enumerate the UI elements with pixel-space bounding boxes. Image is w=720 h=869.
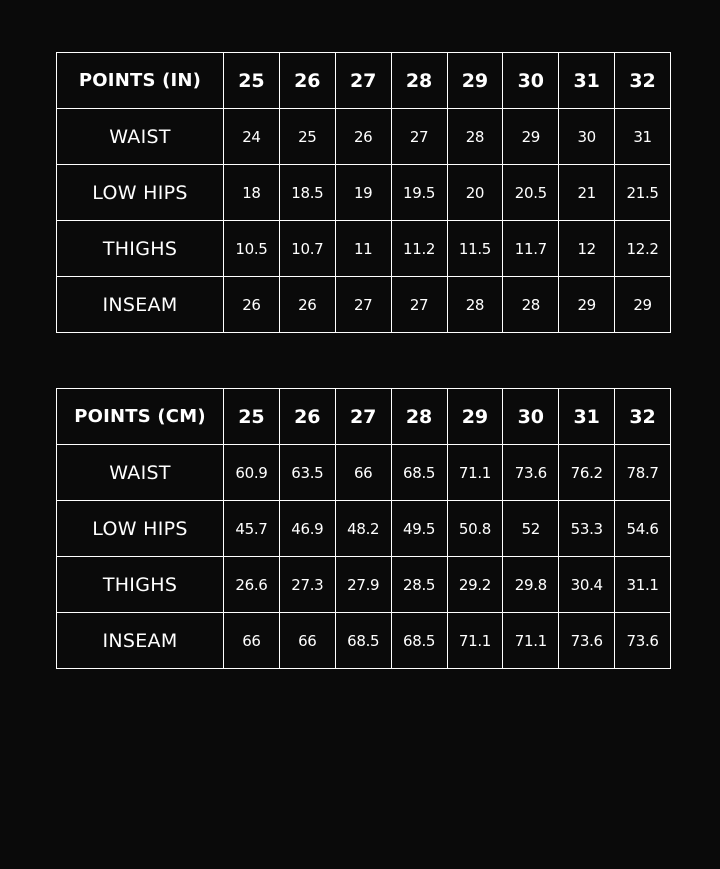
measurement-cell: 63.5	[279, 445, 335, 501]
measurement-cell: 11.7	[503, 221, 559, 277]
table-row	[57, 501, 671, 557]
measurement-cell: 10.7	[279, 221, 335, 277]
header-row	[57, 389, 671, 445]
measurement-cell: 11	[335, 221, 391, 277]
measurement-cell: 48.2	[335, 501, 391, 557]
measurement-cell: 27.9	[335, 557, 391, 613]
measurement-cell: 11.5	[447, 221, 503, 277]
size-header: 31	[559, 389, 615, 445]
row-label: WAIST	[57, 445, 224, 501]
measurement-cell: 46.9	[279, 501, 335, 557]
measurement-cell: 27	[391, 277, 447, 333]
measurement-cell: 26	[279, 277, 335, 333]
measurement-cell: 71.1	[447, 613, 503, 669]
size-chart-cm	[56, 388, 671, 669]
measurement-cell: 50.8	[447, 501, 503, 557]
measurement-cell: 30.4	[559, 557, 615, 613]
measurement-cell: 78.7	[615, 445, 671, 501]
table-row	[57, 109, 671, 165]
measurement-cell: 73.6	[503, 445, 559, 501]
measurement-cell: 66	[224, 613, 280, 669]
size-header: 29	[447, 53, 503, 109]
row-label: LOW HIPS	[57, 501, 224, 557]
row-label: INSEAM	[57, 613, 224, 669]
measurement-cell: 71.1	[447, 445, 503, 501]
size-header: 26	[279, 389, 335, 445]
measurement-cell: 45.7	[224, 501, 280, 557]
row-label: THIGHS	[57, 221, 224, 277]
size-header: 25	[224, 53, 280, 109]
size-header: 32	[615, 53, 671, 109]
measurement-cell: 21.5	[615, 165, 671, 221]
measurement-cell: 24	[224, 109, 280, 165]
size-chart-inches	[56, 52, 671, 333]
table-row	[57, 613, 671, 669]
measurement-cell: 29.2	[447, 557, 503, 613]
measurement-cell: 19.5	[391, 165, 447, 221]
measurement-cell: 29	[503, 109, 559, 165]
measurement-cell: 19	[335, 165, 391, 221]
points-header: POINTS (IN)	[57, 53, 224, 109]
size-header: 29	[447, 389, 503, 445]
row-label: LOW HIPS	[57, 165, 224, 221]
measurement-cell: 76.2	[559, 445, 615, 501]
measurement-cell: 21	[559, 165, 615, 221]
table-row	[57, 221, 671, 277]
header-row	[57, 53, 671, 109]
size-header: 30	[503, 53, 559, 109]
measurement-cell: 18	[224, 165, 280, 221]
measurement-cell: 60.9	[224, 445, 280, 501]
measurement-cell: 26.6	[224, 557, 280, 613]
measurement-cell: 28	[447, 109, 503, 165]
size-header: 28	[391, 389, 447, 445]
size-header: 26	[279, 53, 335, 109]
measurement-cell: 26	[335, 109, 391, 165]
measurement-cell: 27.3	[279, 557, 335, 613]
row-label: THIGHS	[57, 557, 224, 613]
points-header: POINTS (CM)	[57, 389, 224, 445]
size-header: 25	[224, 389, 280, 445]
measurement-cell: 28	[503, 277, 559, 333]
measurement-cell: 29	[559, 277, 615, 333]
table-row	[57, 165, 671, 221]
measurement-cell: 73.6	[615, 613, 671, 669]
measurement-cell: 68.5	[391, 613, 447, 669]
measurement-cell: 20.5	[503, 165, 559, 221]
measurement-cell: 66	[335, 445, 391, 501]
row-label: INSEAM	[57, 277, 224, 333]
measurement-cell: 73.6	[559, 613, 615, 669]
measurement-cell: 31.1	[615, 557, 671, 613]
size-header: 31	[559, 53, 615, 109]
table-row	[57, 277, 671, 333]
measurement-cell: 52	[503, 501, 559, 557]
measurement-cell: 26	[224, 277, 280, 333]
measurement-cell: 12.2	[615, 221, 671, 277]
size-header: 30	[503, 389, 559, 445]
measurement-cell: 28	[447, 277, 503, 333]
measurement-cell: 11.2	[391, 221, 447, 277]
measurement-cell: 66	[279, 613, 335, 669]
measurement-cell: 27	[391, 109, 447, 165]
measurement-cell: 29.8	[503, 557, 559, 613]
measurement-cell: 68.5	[335, 613, 391, 669]
measurement-cell: 30	[559, 109, 615, 165]
measurement-cell: 25	[279, 109, 335, 165]
measurement-cell: 53.3	[559, 501, 615, 557]
measurement-cell: 10.5	[224, 221, 280, 277]
measurement-cell: 28.5	[391, 557, 447, 613]
measurement-cell: 18.5	[279, 165, 335, 221]
measurement-cell: 71.1	[503, 613, 559, 669]
table-row	[57, 557, 671, 613]
measurement-cell: 27	[335, 277, 391, 333]
measurement-cell: 31	[615, 109, 671, 165]
size-header: 27	[335, 389, 391, 445]
table-row	[57, 445, 671, 501]
measurement-cell: 49.5	[391, 501, 447, 557]
size-header: 28	[391, 53, 447, 109]
measurement-cell: 20	[447, 165, 503, 221]
measurement-cell: 54.6	[615, 501, 671, 557]
row-label: WAIST	[57, 109, 224, 165]
size-header: 32	[615, 389, 671, 445]
measurement-cell: 12	[559, 221, 615, 277]
measurement-cell: 29	[615, 277, 671, 333]
measurement-cell: 68.5	[391, 445, 447, 501]
size-header: 27	[335, 53, 391, 109]
